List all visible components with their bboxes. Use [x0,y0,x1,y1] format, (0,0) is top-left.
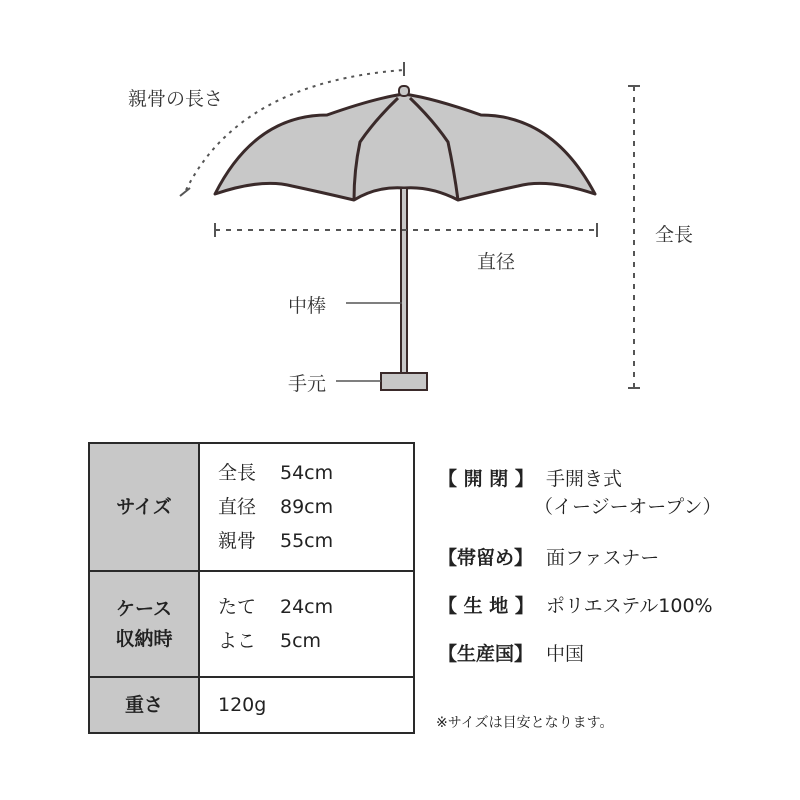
spec-table [88,442,415,734]
shaft-label: 中棒 [288,295,327,317]
case-height: たて 24cm [218,596,334,618]
case-row [89,571,414,677]
info-origin: 【生産国】 中国 [438,643,585,665]
info-strap: 【帯留め】 面ファスナー [438,547,660,569]
size-row [89,443,414,571]
total-length-label: 全長 [655,224,694,246]
weight-row [89,677,414,733]
rib-length-label: 親骨の長さ [128,88,224,110]
diameter-label: 直径 [477,251,516,273]
size-total-length: 全長 54cm [218,462,334,484]
umbrella-handle [381,373,427,390]
handle-label: 手元 [288,373,327,395]
umbrella-tip [399,86,409,96]
size-header: サイズ [89,443,199,571]
umbrella-canopy [215,94,595,200]
umbrella-shaft [401,188,407,374]
size-note: ※サイズは目安となります。 [436,715,614,731]
weight-header: 重さ [89,677,199,733]
info-opening-detail: （イージーオープン） [534,496,722,518]
case-width: よこ 5cm [218,630,322,652]
case-header: ケース 収納時 [89,571,199,677]
info-opening: 【 開 閉 】 手開き式 [438,468,623,490]
size-diameter: 直径 89cm [218,496,334,518]
size-rib: 親骨 55cm [218,530,334,552]
info-fabric: 【 生 地 】 ポリエステル100% [438,595,713,617]
weight-value: 120g [199,677,414,733]
